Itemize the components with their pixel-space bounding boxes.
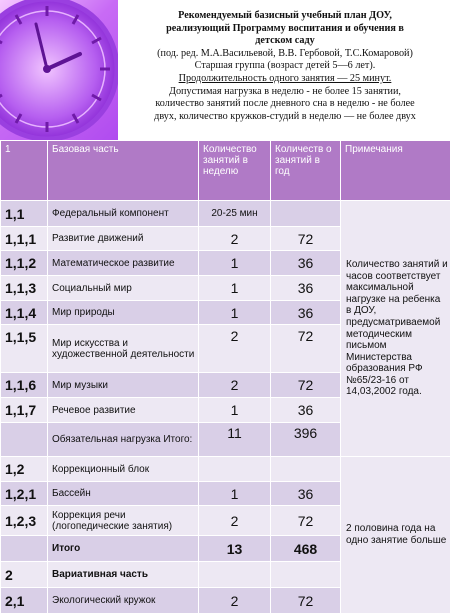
- row-name: Вариативная часть: [48, 562, 199, 588]
- row-num: 1,1: [1, 201, 48, 227]
- row-num: 1,2: [1, 457, 48, 482]
- row-name: Мир природы: [48, 301, 199, 325]
- row-week: [199, 562, 271, 588]
- row-week: 2: [199, 506, 271, 536]
- row-year: 36: [271, 276, 341, 301]
- row-num: 1,1,6: [1, 373, 48, 398]
- row-name: Коррекционный блок: [48, 457, 199, 482]
- row-num: 1,2,1: [1, 482, 48, 506]
- row-num: 2: [1, 562, 48, 588]
- header-cell-base: Базовая часть: [48, 141, 199, 201]
- table-row: [1, 201, 450, 227]
- notes-cell-1: Количество занятий и часов соответствует максимальной нагрузке на ребенка в ДОУ, предусматриваемой методическим письмом Министерства образования РФ №65/23-16 от 14,03,2002 года.: [341, 201, 450, 457]
- row-year: 36: [271, 301, 341, 325]
- row-week: 1: [199, 276, 271, 301]
- row-week: 1: [199, 251, 271, 276]
- header-cell-year: Количеств о занятий в год: [271, 141, 341, 201]
- clock-image: [0, 0, 118, 140]
- row-name: Федеральный компонент: [48, 201, 199, 227]
- header-load-1: Допустимая нагрузка в неделю - не более 15 занятии,: [122, 86, 448, 99]
- row-num: 1,1,4: [1, 301, 48, 325]
- row-num: [1, 423, 48, 457]
- row-num: 1,1,7: [1, 398, 48, 423]
- row-year: 36: [271, 482, 341, 506]
- header-editors: (под. ред. М.А.Васильевой, В.В. Гербовой, Т.С.Комаровой): [122, 48, 448, 61]
- header-duration: Продолжительность одного занятия — 25 минут.: [122, 73, 448, 86]
- row-name: Бассейн: [48, 482, 199, 506]
- row-week: 2: [199, 325, 271, 373]
- header-load-2: количество занятий после дневного сна в неделю - не более: [122, 98, 448, 111]
- header-cell-num: 1: [1, 141, 48, 201]
- row-year: 36: [271, 398, 341, 423]
- plan-header: [122, 10, 448, 123]
- header-group: Старшая группа (возраст детей 5—6 лет).: [122, 60, 448, 73]
- clock-icon: [0, 0, 118, 140]
- header-cell-week: Количество занятий в неделю: [199, 141, 271, 201]
- row-name: Социальный мир: [48, 276, 199, 301]
- row-year: 72: [271, 588, 341, 614]
- header-title-line3: детском саду: [122, 35, 448, 48]
- row-num: 1,1,5: [1, 325, 48, 373]
- row-week: 1: [199, 398, 271, 423]
- row-year: 72: [271, 227, 341, 251]
- row-week: 2: [199, 227, 271, 251]
- row-week: 2: [199, 588, 271, 614]
- curriculum-table: [0, 140, 450, 614]
- row-name: Экологический кружок: [48, 588, 199, 614]
- row-name: Развитие движений: [48, 227, 199, 251]
- row-week: 11: [199, 423, 271, 457]
- row-name: Итого: [48, 536, 199, 562]
- row-year: 36: [271, 251, 341, 276]
- row-num: 1,1,3: [1, 276, 48, 301]
- row-year: 396: [271, 423, 341, 457]
- row-name: Речевое развитие: [48, 398, 199, 423]
- row-name: Математическое развитие: [48, 251, 199, 276]
- row-name: Мир искусства и художественной деятельности: [48, 325, 199, 373]
- row-year: 72: [271, 506, 341, 536]
- row-week: 20-25 мин: [199, 201, 271, 227]
- row-num: [1, 536, 48, 562]
- row-num: 1,1,2: [1, 251, 48, 276]
- row-num: 1,2,3: [1, 506, 48, 536]
- row-name: Обязательная нагрузка Итого:: [48, 423, 199, 457]
- row-name: Мир музыки: [48, 373, 199, 398]
- row-year: 72: [271, 325, 341, 373]
- table-header-row: [1, 141, 450, 201]
- row-year: 468: [271, 536, 341, 562]
- header-cell-notes: Примечания: [341, 141, 450, 201]
- row-year: [271, 457, 341, 482]
- row-week: 13: [199, 536, 271, 562]
- row-year: [271, 201, 341, 227]
- header-title-line2: реализующий Программу воспитания и обучения в: [122, 23, 448, 36]
- header-load-3: двух, количество кружков-студий в неделю — не более двух: [122, 111, 448, 124]
- row-year: 72: [271, 373, 341, 398]
- row-num: 1,1,1: [1, 227, 48, 251]
- row-year: [271, 562, 341, 588]
- row-name: Коррекция речи (логопедические занятия): [48, 506, 199, 536]
- row-week: 1: [199, 482, 271, 506]
- table-row: [1, 457, 450, 482]
- notes-cell-2: 2 половина года на одно занятие больше: [341, 457, 450, 614]
- row-week: 1: [199, 301, 271, 325]
- row-week: [199, 457, 271, 482]
- row-num: 2,1: [1, 588, 48, 614]
- row-week: 2: [199, 373, 271, 398]
- header-title-line1: Рекомендуемый базисный учебный план ДОУ,: [122, 10, 448, 23]
